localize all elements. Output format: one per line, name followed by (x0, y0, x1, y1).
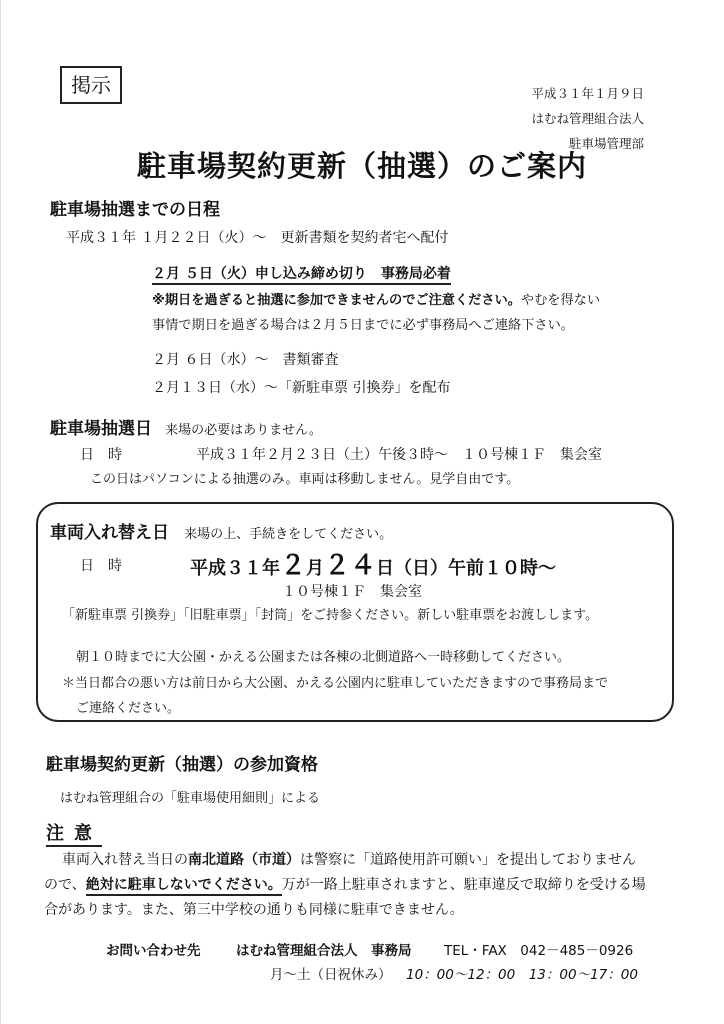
page-title: 駐車場契約更新（抽選）のご案内 (136, 149, 587, 183)
swap-date-time: 日（日）午前１０時～ (376, 558, 557, 579)
lottery-day-heading: 駐車場抽選日 (50, 419, 152, 439)
swap-date-month-unit: 月 (306, 558, 325, 579)
deadline-note-line2: 事情で期日を過ぎる場合は２月５日までに必ず事務局へご連絡下さい。 (152, 318, 574, 333)
caution-line1 (62, 849, 636, 869)
contact-hours: 10：00～12：00 13：00～17：00 (406, 967, 638, 983)
contact-tel: TEL・FAX 042－485－0926 (444, 943, 634, 959)
caution-line2-a: ので、 (44, 877, 86, 893)
contact-org: はむね管理組合法人 事務局 (236, 943, 412, 959)
caution-heading (46, 819, 102, 845)
swap-date-month: ２ (280, 551, 307, 581)
notice-label: 掲示 (60, 66, 122, 104)
deadline-note-rest: やむを得ない (520, 293, 601, 308)
caution-line1-a: 車両入れ替え当日の (62, 852, 188, 868)
vehicle-swap-subtext: 来場の上、手続きをしてください。 (184, 527, 393, 542)
deadline-text: ２月 ５日（火）申し込み締め切り 事務局必着 (152, 266, 451, 285)
vehicle-swap-move: 朝１０時までに大公園・かえる公園または各棟の北側道路へ一時移動してください。 (76, 650, 571, 665)
contact-days: 月～土（日祝休み） (270, 967, 392, 983)
lottery-day-subtext: 来場の必要はありません。 (165, 423, 322, 438)
schedule-item-review: ２月 ６日（水）～ 書類審査 (152, 352, 339, 368)
swap-date-era: 平成３１年 (190, 558, 280, 579)
deadline-note-line1 (152, 289, 600, 308)
contact-label: お問い合わせ先 (106, 943, 201, 959)
eligibility-heading: 駐車場契約更新（抽選）の参加資格 (46, 755, 318, 775)
lottery-datetime-label: 日 時 (80, 447, 122, 463)
vehicle-swap-bring: 「新駐車票 引換券」「旧駐車票」「封筒」をご持参ください。新しい駐車票をお渡しします。 (62, 608, 599, 623)
eligibility-text: はむね管理組合の「駐車場使用細則」による (60, 791, 321, 806)
header-dept: 駐車場管理部 (568, 136, 644, 151)
header-org: はむね管理組合法人 (531, 111, 644, 126)
caution-line2 (44, 874, 646, 894)
lottery-day-heading-row (50, 414, 322, 439)
vehicle-swap-datetime-label: 日 時 (80, 558, 122, 574)
caution-no-parking: 絶対に駐車しないでください。 (86, 877, 282, 896)
deadline-warning: ※期日を過ぎると抽選に参加できませんのでご注意ください。 (152, 293, 521, 308)
vehicle-swap-heading-row (50, 518, 392, 543)
schedule-item-distribution: 平成３１年 １月２２日（火）～ 更新書類を契約者宅へ配付 (66, 230, 449, 246)
schedule-heading: 駐車場抽選までの日程 (50, 200, 220, 220)
vehicle-swap-note-line1: ＊当日都合の悪い方は前日から大公園、かえる公園内に駐車していただきますので事務局まで (62, 676, 609, 691)
caution-road-name: 南北道路（市道） (188, 852, 300, 868)
caution-line3: 合があります。また、第三中学校の通りも同様に駐車できません。 (44, 902, 464, 918)
caution-heading-text: 注意 (46, 823, 102, 847)
issue-date: 平成３１年１月９日 (531, 86, 644, 101)
vehicle-swap-heading: 車両入れ替え日 (50, 523, 169, 543)
vehicle-swap-note-line2: ご連絡ください。 (76, 701, 181, 716)
caution-line1-c: は警察に「道路使用許可願い」を提出しておりません (300, 852, 636, 868)
vehicle-swap-place: １０号棟１Ｆ 集会室 (282, 584, 422, 600)
schedule-item-voucher: ２月１３日（水）～「新駐車票 引換券」を配布 (152, 380, 451, 396)
lottery-detail: この日はパソコンによる抽選のみ。車両は移動しません。見学自由です。 (90, 472, 520, 487)
vehicle-swap-datetime-value (190, 545, 556, 582)
swap-date-day: ２４ (324, 551, 377, 581)
schedule-item-deadline (152, 263, 451, 283)
caution-line2-c: 万が一路上駐車されますと、駐車違反で取締りを受ける場 (281, 877, 646, 893)
lottery-datetime-value: 平成３１年２月２３日（土）午後３時～ １０号棟１Ｆ 集会室 (196, 447, 602, 463)
